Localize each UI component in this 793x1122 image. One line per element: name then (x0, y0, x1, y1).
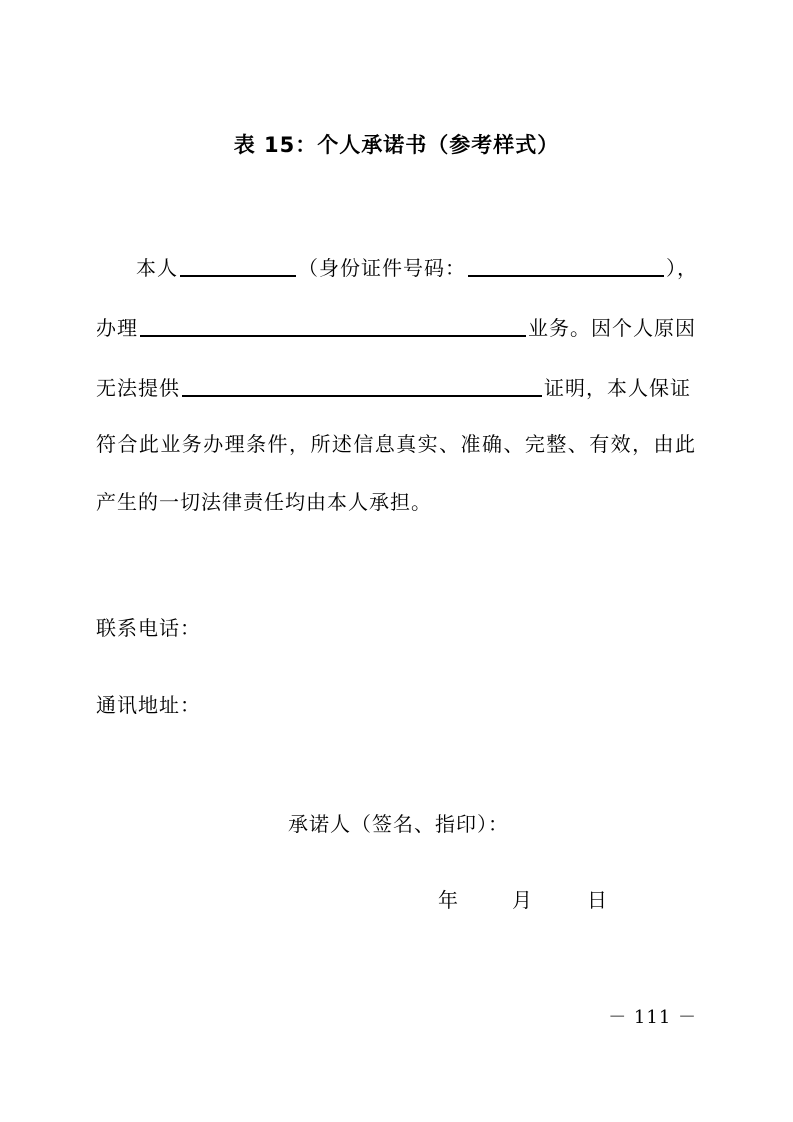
line3-prefix: 无法提供 (96, 376, 180, 400)
day-label: 日 (587, 888, 608, 912)
date-line (0, 887, 793, 913)
body-line-3 (96, 373, 691, 401)
id-number-blank[interactable] (468, 253, 664, 277)
month-label: 月 (512, 888, 533, 912)
line2-prefix: 办理 (96, 316, 138, 340)
name-blank[interactable] (180, 253, 296, 277)
document-title: 表 15：个人承诺书（参考样式） (233, 133, 560, 157)
signer-label: 承诺人（签名、指印）： (288, 812, 509, 836)
line1-middle: （身份证件号码： (298, 256, 466, 280)
year-label: 年 (438, 888, 459, 912)
certificate-blank[interactable] (182, 373, 542, 397)
line1-suffix: ）， (666, 256, 698, 280)
line2-suffix: 业务。因个人原因 (528, 316, 696, 340)
business-blank[interactable] (140, 313, 526, 337)
body-line-4: 符合此业务办理条件，所述信息真实、准确、完整、有效，由此 (96, 432, 696, 456)
body-line-5: 产生的一切法律责任均由本人承担。 (96, 490, 432, 514)
phone-label: 联系电话： (96, 616, 201, 640)
line3-suffix: 证明，本人保证 (544, 376, 691, 400)
address-label: 通讯地址： (96, 693, 201, 717)
body-line-2 (96, 313, 696, 341)
line1-prefix: 本人 (136, 256, 178, 280)
page-number: － 111 － (608, 1007, 697, 1028)
body-line-1 (136, 253, 698, 281)
